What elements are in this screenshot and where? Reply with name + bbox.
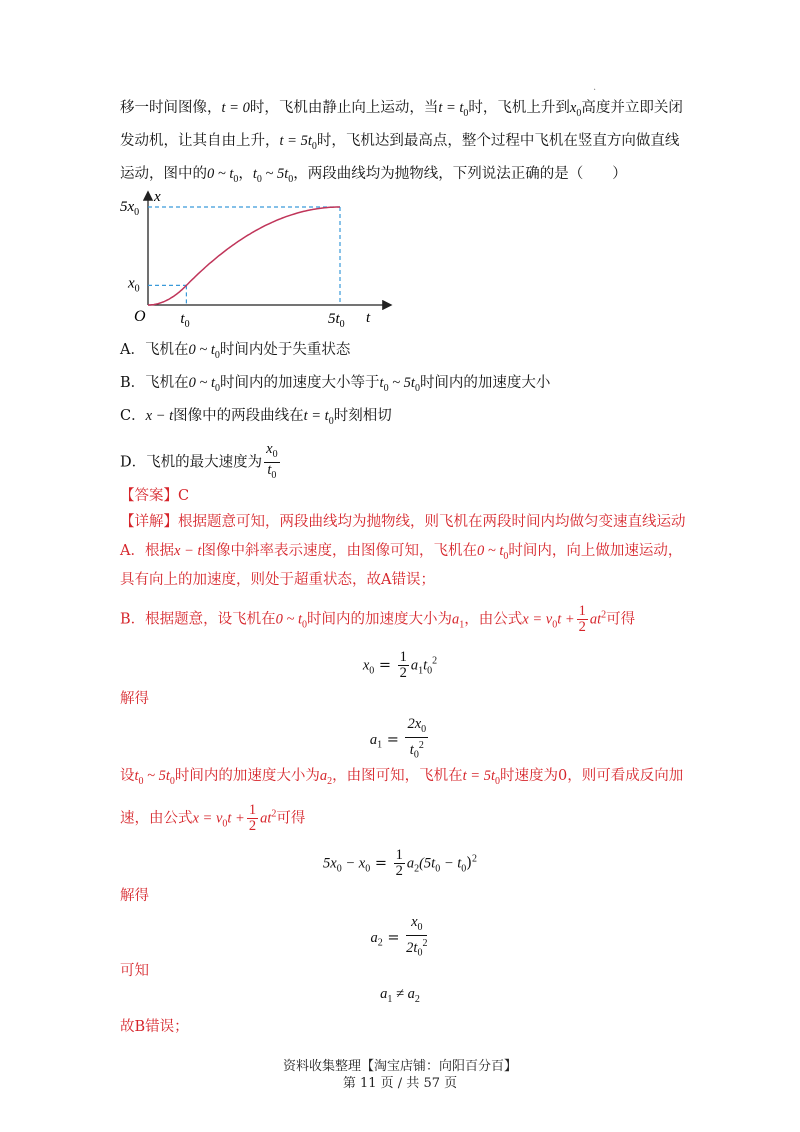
equation-5: $a_1 \ne a_2$ bbox=[380, 986, 420, 1005]
equation-3: $5x_0 - x_0$ = $\frac{1}{2}$ $a_2(5t_0 - t_0)^2$ bbox=[323, 847, 477, 879]
know-label: 可知 bbox=[120, 963, 149, 979]
y-axis-label: x bbox=[154, 189, 161, 205]
equation-1: $x_0$ = $\frac{1}{2}$ $a_1t_0^2$ bbox=[362, 649, 438, 681]
x-tick-t0: $t_0$ bbox=[180, 311, 190, 330]
detail-b-line-1: B．根据题意，设飞机在0 ~ $t_0$时间内的加速度大小为$a_1$，由公式$x = v_0t$ + $\frac{1}{2}$ $at^2$可得 bbox=[120, 603, 636, 635]
footer-page-number: 第 11 页 / 共 57 页 bbox=[342, 1076, 458, 1091]
detail-a-line-1: A．根据x − t图像中斜率表示速度，由图像可知，飞机在0 ~ $t_0$时间内，向上做加速运动， bbox=[120, 543, 683, 562]
detail-b-line-3: 速，由公式$x = v_0t$ + $\frac{1}{2}$ $at^2$可得 bbox=[120, 802, 306, 834]
question-line-3: 运动，图中的0 ~ $t_0$，$t_0$ ~ $5t_0$，两段曲线均为抛物线，下列说法正确的是（ ） bbox=[120, 166, 627, 185]
x-tick-5t0: $5t_0$ bbox=[328, 311, 345, 330]
question-line-1: 移一时间图像，t = 0时，飞机由静止向上运动，当$t = t_0$时，飞机上升到$x_0$高度并立即关闭 bbox=[120, 100, 683, 119]
option-b: B．飞机在0 ~ $t_0$时间内的加速度大小等于$t_0$ ~ $5t_0$时间内的加速度大小 bbox=[120, 375, 551, 394]
option-c: C．x − t图像中的两段曲线在$t = t_0$时刻相切 bbox=[120, 408, 392, 427]
detail-b-line-2: 设$t_0$ ~ $5t_0$时间内的加速度大小为$a_2$，由图可知，飞机在$t = 5t_0$时速度为0，则可看成反向加 bbox=[120, 768, 684, 787]
y-tick-x0: $x_0$ bbox=[128, 275, 140, 295]
x-axis-label: t bbox=[366, 310, 371, 326]
detail-intro: 【详解】根据题意可知，两段曲线均为抛物线，则飞机在两段时间内均做匀变速直线运动 bbox=[120, 514, 686, 530]
question-line-2: 发动机，让其自由上升，$t = 5t_0$时，飞机达到最高点，整个过程中飞机在竖直方向做直线 bbox=[120, 133, 680, 152]
conclusion-b: 故B错误； bbox=[120, 1019, 189, 1035]
speck: . bbox=[593, 82, 597, 93]
option-d: D．飞机的最大速度为 $\frac{x_0}{t_0}$ bbox=[120, 441, 278, 481]
solve-label-2: 解得 bbox=[120, 888, 149, 904]
footer-source: 资料收集整理【淘宝店铺：向阳百分百】 bbox=[282, 1059, 517, 1074]
position-curve bbox=[148, 207, 340, 305]
origin-label: O bbox=[134, 308, 146, 325]
answer-label: 【答案】C bbox=[120, 488, 190, 504]
detail-a-line-2: 具有向上的加速度，则处于超重状态，故A错误； bbox=[120, 572, 435, 588]
equation-4: $a_2$ = $\frac{x_0}{2t_0^2}$ bbox=[370, 914, 428, 959]
y-tick-5x0: $5x_0$ bbox=[120, 199, 140, 218]
equation-2: $a_1$ = $\frac{2x_0}{t_0^2}$ bbox=[369, 716, 427, 761]
x-t-graph bbox=[110, 185, 400, 335]
solve-label-1: 解得 bbox=[120, 691, 149, 707]
option-a: A．飞机在0 ~ $t_0$时间内处于失重状态 bbox=[120, 342, 351, 361]
